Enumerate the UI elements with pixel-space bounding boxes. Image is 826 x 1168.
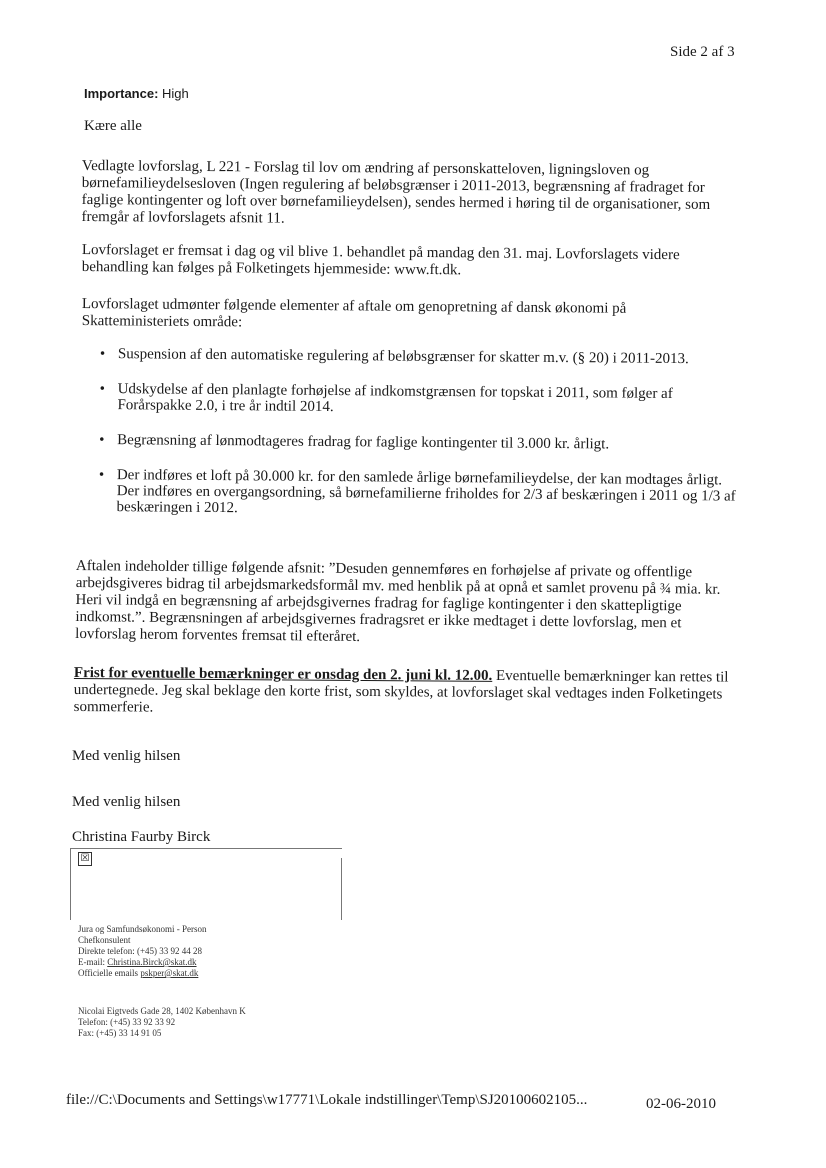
address-block	[78, 1006, 246, 1039]
closing-line-2: Med venlig hilsen	[72, 794, 181, 810]
closing-line-1: Med venlig hilsen	[72, 748, 181, 764]
signer-name: Christina Faurby Birck	[72, 829, 211, 845]
address: Nicolai Eigtveds Gade 28, 1402 København K	[78, 1006, 246, 1016]
list-item: • Begrænsning af lønmodtageres fradrag for faglige kontingenter til 3.000 kr. årligt.	[99, 432, 739, 454]
list-item: • Udskydelse af den planlagte forhøjelse af indkomstgrænsen for topskat i 2011, som følger af Forårspakke 2.0, i tre år indtil 2014.	[99, 381, 739, 419]
frame-right-border	[341, 858, 342, 920]
deadline-text: Frist for eventuelle bemærkninger er onsdag den 2. juni kl. 12.00.	[73, 665, 493, 684]
frame-left-border	[70, 848, 71, 920]
deadline-rest: Eventuelle bemærkninger kan rettes til undertegnede. Jeg skal beklage den korte frist, som skyldes, at lovforslaget skal vedtages inden Folketingets sommerferie.	[73, 667, 729, 716]
paragraph-status: Lovforslaget er fremsat i dag og vil blive 1. behandlet på mandag den 31. maj. Lovforslagets videre behandling kan følges på Folketingets hjemmeside: www.ft.dk.	[81, 242, 680, 279]
paragraph-intro: Vedlagte lovforslag, L 221 - Forslag til lov om ændring af personskatteloven, ligningsloven og børnefamilieydelsesloven (Ingen regulering af beløbsgrænser i 2011-2013, begrænsning af fradraget for faglige kontingenter og loft over børnefamilieydelsen), sendes hermed i høring til de organisationer, som fremgår af lovforslagets afsnit 11.	[81, 158, 711, 227]
contact-official-email-line	[78, 968, 207, 979]
frame-top-border	[70, 848, 342, 849]
broken-image-icon: ☒	[78, 852, 92, 866]
greeting: Kære alle	[84, 118, 142, 134]
email-prefix: E-mail:	[78, 957, 108, 967]
footer-file-path: file://C:\Documents and Settings\w17771\Lokale indstillinger\Temp\SJ20100602105...	[66, 1092, 588, 1108]
email-link[interactable]: Christina.Birck@skat.dk	[107, 957, 197, 967]
contact-details	[78, 924, 207, 979]
contact-department: Jura og Samfundsøkonomi - Person	[78, 924, 207, 934]
elements-list	[98, 346, 740, 540]
paragraph-deadline	[74, 665, 738, 721]
list-item: • Der indføres et loft på 30.000 kr. for den samlede årlige børnefamilieydelse, der kan modtages årligt. Der indføres en overgangsordning, så børnefamilierne friholdes for 2/3 af beskæringen i 2011 og 1/3 af beskæringen i 2012.	[99, 467, 739, 521]
footer-date: 02-06-2010	[646, 1096, 716, 1112]
paragraph-agreement: Aftalen indeholder tillige følgende afsnit: ”Desuden gennemføres en forhøjelse af private og offentlige arbejdsgiveres bidrag til arbejdsmarkedsformål mv. med henblik på at opnå et samlet provenu på ¾ mia. kr. Heri vil indgå en begrænsning af arbejdsgivernes fradrag for faglige kontingenter i den skattepligtige indkomst.”. Begrænsningen af arbejdsgivernes fradragsret er ikke medtaget i dette lovforslag, men et lovforslag herom forventes fremsat til efteråret.	[75, 558, 721, 645]
signature-image-frame	[70, 846, 342, 920]
importance-line	[84, 86, 189, 101]
page-number: Side 2 af 3	[670, 44, 735, 60]
importance-value: High	[162, 86, 189, 101]
contact-email-line	[78, 957, 207, 968]
official-email-link[interactable]: pskper@skat.dk	[140, 968, 199, 978]
contact-title: Chefkonsulent	[78, 935, 131, 945]
fax: Fax: (+45) 33 14 91 05	[78, 1028, 162, 1038]
official-email-prefix: Officielle emails	[78, 968, 141, 978]
contact-phone: Direkte telefon: (+45) 33 92 44 28	[78, 946, 203, 956]
list-item: • Suspension af den automatiske regulering af beløbsgrænser for skatter m.v. (§ 20) i 2011-2013.	[100, 346, 740, 368]
paragraph-elements: Lovforslaget udmønter følgende elementer af aftale om genopretning af dansk økonomi på Skatteministeriets område:	[81, 296, 627, 331]
importance-label: Importance:	[84, 86, 159, 101]
telephone: Telefon: (+45) 33 92 33 92	[78, 1017, 176, 1027]
